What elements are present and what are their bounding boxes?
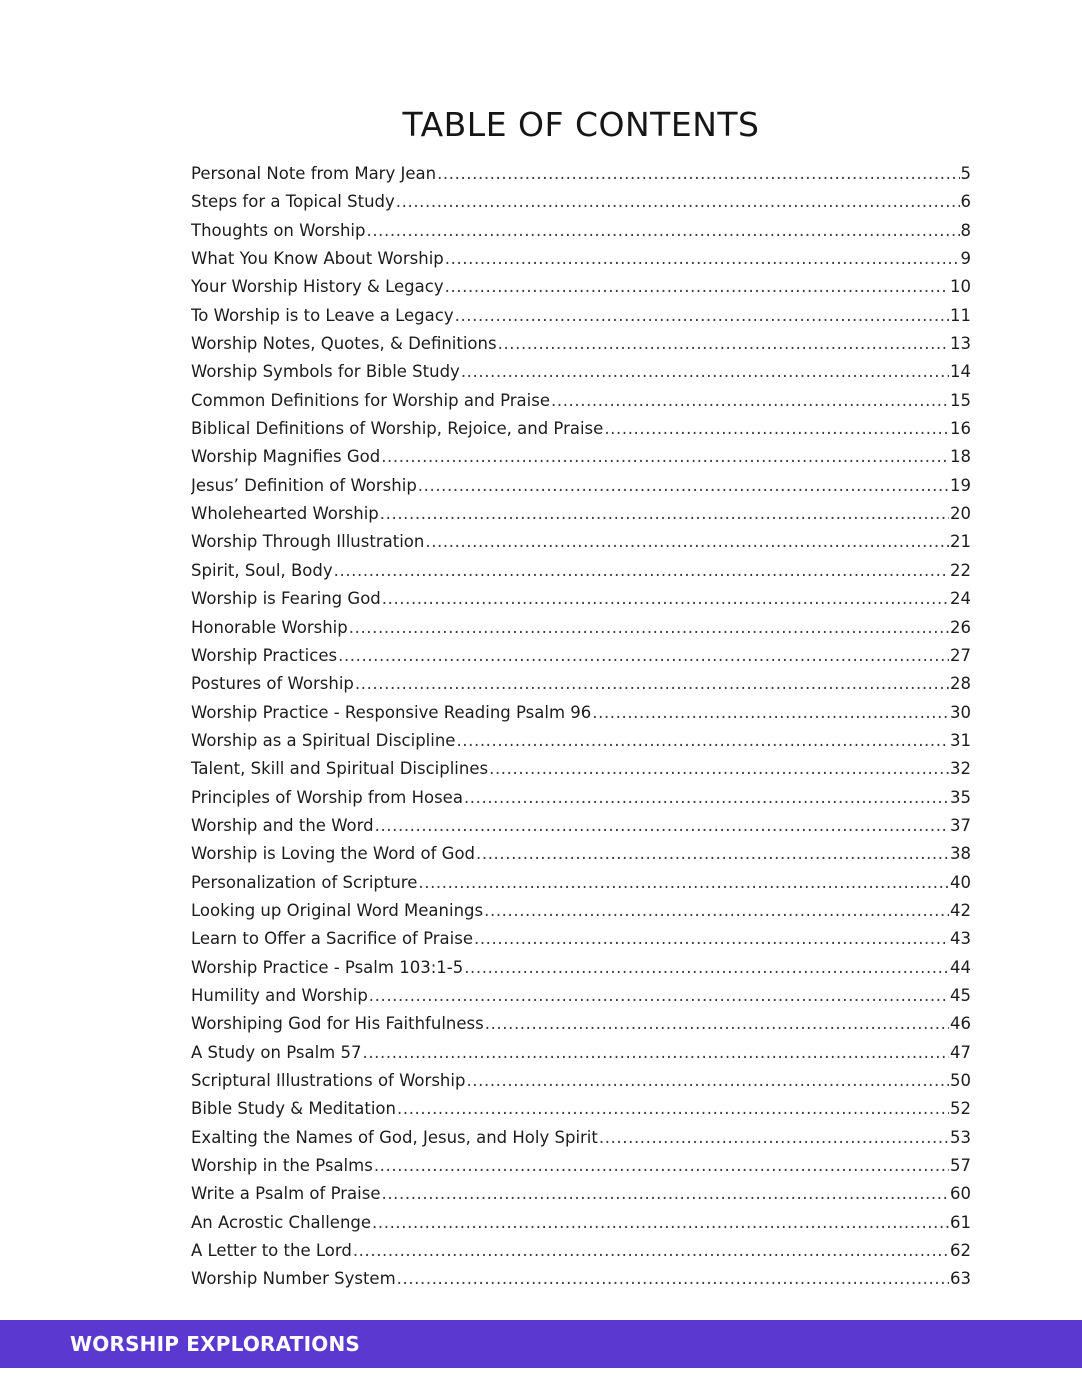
toc-dot-leader <box>484 897 949 925</box>
toc-entry-title: Write a Psalm of Praise <box>191 1184 381 1204</box>
toc-dot-leader <box>485 1010 949 1038</box>
toc-entry-title: Thoughts on Worship <box>191 220 366 240</box>
toc-entry[interactable] <box>191 387 971 415</box>
toc-entry-title: A Study on Psalm 57 <box>191 1042 362 1062</box>
toc-entry-page-number: 40 <box>950 872 971 892</box>
toc-entry[interactable] <box>191 528 971 556</box>
toc-dot-leader <box>397 1265 949 1293</box>
toc-dot-leader <box>466 1067 949 1095</box>
toc-entry-title: Talent, Skill and Spiritual Disciplines <box>191 759 489 779</box>
toc-entry[interactable] <box>191 784 971 812</box>
toc-entry[interactable] <box>191 1010 971 1038</box>
toc-entry-page-number: 62 <box>950 1241 971 1261</box>
toc-dot-leader <box>461 358 949 386</box>
toc-entry-page-number: 22 <box>950 560 971 580</box>
toc-dot-leader <box>418 472 949 500</box>
toc-entry-title: Scriptural Illustrations of Worship <box>191 1071 466 1090</box>
footer-label: WORSHIP EXPLORATIONS <box>70 1332 360 1356</box>
toc-entry[interactable] <box>191 500 971 528</box>
toc-entry-page-number: 50 <box>950 1071 971 1090</box>
toc-entry-page-number: 43 <box>950 929 971 949</box>
toc-entry[interactable] <box>191 982 971 1010</box>
toc-entry-page-number: 13 <box>950 334 971 354</box>
toc-entry-title: To Worship is to Leave a Legacy <box>191 305 454 325</box>
toc-entry-title: What You Know About Worship <box>191 249 444 269</box>
toc-entry-title: Worship in the Psalms <box>191 1156 373 1176</box>
toc-entry[interactable] <box>191 1265 971 1293</box>
toc-dot-leader <box>375 812 949 840</box>
toc-entry-title: Worship is Loving the Word of God <box>191 844 476 864</box>
toc-entry-title: Personal Note from Mary Jean <box>191 164 437 183</box>
toc-entry[interactable] <box>191 1095 971 1123</box>
toc-dot-leader <box>374 1152 949 1180</box>
toc-entry[interactable] <box>191 840 971 868</box>
toc-entry-page-number: 46 <box>950 1014 971 1034</box>
toc-entry[interactable] <box>191 1124 971 1152</box>
toc-entry[interactable] <box>191 1067 971 1095</box>
toc-entry-page-number: 16 <box>950 419 971 439</box>
toc-entry[interactable] <box>191 670 971 698</box>
toc-entry-title: An Acrostic Challenge <box>191 1212 372 1232</box>
toc-entry-page-number: 52 <box>950 1099 971 1119</box>
toc-entry-title: Biblical Definitions of Worship, Rejoice, and Praise <box>191 419 604 439</box>
toc-entry-page-number: 15 <box>950 390 971 410</box>
toc-dot-leader <box>418 869 949 897</box>
toc-entry-title: Worship is Fearing God <box>191 589 381 609</box>
toc-dot-leader <box>498 330 949 358</box>
toc-entry-page-number: 20 <box>950 504 971 524</box>
toc-entry[interactable] <box>191 302 971 330</box>
toc-entry-page-number: 26 <box>950 617 971 637</box>
toc-entry-page-number: 18 <box>950 447 971 467</box>
toc-entry[interactable] <box>191 245 971 273</box>
toc-entry-page-number: 19 <box>950 475 971 495</box>
toc-dot-leader <box>445 273 949 301</box>
toc-entry[interactable] <box>191 954 971 982</box>
toc-dot-leader <box>381 443 949 471</box>
toc-entry-title: Spirit, Soul, Body <box>191 560 333 580</box>
toc-entry-title: Learn to Offer a Sacrifice of Praise <box>191 929 473 949</box>
toc-entry-page-number: 60 <box>950 1184 971 1204</box>
toc-entry-page-number: 31 <box>950 730 971 750</box>
toc-entry-title: Worship as a Spiritual Discipline <box>191 730 456 750</box>
toc-entry[interactable] <box>191 614 971 642</box>
toc-dot-leader <box>372 1209 949 1237</box>
toc-entry-title: Worshiping God for His Faithfulness <box>191 1014 484 1034</box>
toc-dot-leader <box>397 1095 949 1123</box>
toc-dot-leader <box>456 727 949 755</box>
toc-entry-title: Honorable Worship <box>191 617 348 637</box>
toc-entry[interactable] <box>191 1209 971 1237</box>
page-title: TABLE OF CONTENTS <box>402 105 760 144</box>
toc-dot-leader <box>464 954 949 982</box>
toc-entry[interactable] <box>191 869 971 897</box>
toc-entry[interactable] <box>191 727 971 755</box>
toc-entry[interactable] <box>191 188 971 216</box>
toc-entry[interactable] <box>191 217 971 245</box>
toc-dot-leader <box>334 557 949 585</box>
toc-entry[interactable] <box>191 273 971 301</box>
toc-entry[interactable] <box>191 472 971 500</box>
toc-entry-title: Worship Magnifies God <box>191 447 381 467</box>
toc-dot-leader <box>474 925 949 953</box>
toc-entry-title: Exalting the Names of God, Jesus, and Holy Spirit <box>191 1127 598 1147</box>
toc-entry[interactable] <box>191 330 971 358</box>
toc-entry[interactable] <box>191 1180 971 1208</box>
toc-entry-title: Worship and the Word <box>191 815 374 835</box>
toc-entry-title: Worship Practice - Psalm 103:1-5 <box>191 957 464 977</box>
toc-entry[interactable] <box>191 585 971 613</box>
toc-entry[interactable] <box>191 415 971 443</box>
toc-dot-leader <box>369 982 949 1010</box>
toc-dot-leader <box>464 784 949 812</box>
toc-dot-leader <box>425 528 949 556</box>
toc-entry[interactable] <box>191 897 971 925</box>
toc-entry-page-number: 63 <box>950 1269 971 1289</box>
toc-entry-page-number: 45 <box>950 985 971 1005</box>
toc-entry-title: Jesus’ Definition of Worship <box>191 475 417 495</box>
toc-entry-title: Worship Practice - Responsive Reading Psalm 96 <box>191 702 592 722</box>
toc-entry[interactable] <box>191 160 971 188</box>
footer-band <box>0 1320 1082 1368</box>
toc-entry-title: Principles of Worship from Hosea <box>191 787 463 807</box>
toc-dot-leader <box>396 188 960 216</box>
toc-entry[interactable] <box>191 1039 971 1067</box>
toc-entry-page-number: 21 <box>950 532 971 552</box>
toc-dot-leader <box>382 585 949 613</box>
toc-entry-page-number: 24 <box>950 589 971 609</box>
toc-entry-page-number: 53 <box>950 1127 971 1147</box>
toc-dot-leader <box>599 1124 949 1152</box>
toc-entry[interactable] <box>191 443 971 471</box>
toc-dot-leader <box>592 699 949 727</box>
toc-entry-title: Worship Practices <box>191 645 338 665</box>
toc-dot-leader <box>380 500 949 528</box>
toc-entry-title: Humility and Worship <box>191 985 368 1005</box>
toc-dot-leader <box>476 840 949 868</box>
toc-entry-title: A Letter to the Lord <box>191 1241 352 1261</box>
toc-entry[interactable] <box>191 812 971 840</box>
toc-entry-page-number: 30 <box>950 702 971 722</box>
toc-dot-leader <box>338 642 949 670</box>
toc-entry-page-number: 35 <box>950 787 971 807</box>
toc-entry-title: Personalization of Scripture <box>191 872 418 892</box>
toc-entry-page-number: 10 <box>950 277 971 297</box>
toc-entry[interactable] <box>191 1152 971 1180</box>
toc-entry[interactable] <box>191 699 971 727</box>
toc-entry-page-number: 32 <box>950 759 971 779</box>
toc-dot-leader <box>366 217 959 245</box>
toc-entry-title: Worship Symbols for Bible Study <box>191 362 460 382</box>
toc-entry-title: Worship Number System <box>191 1269 396 1289</box>
toc-entry-page-number: 5 <box>960 164 971 183</box>
table-of-contents <box>191 160 971 1294</box>
toc-dot-leader <box>362 1039 949 1067</box>
toc-entry[interactable] <box>191 642 971 670</box>
toc-entry-page-number: 42 <box>950 900 971 920</box>
toc-entry-title: Bible Study & Meditation <box>191 1099 396 1119</box>
toc-entry-page-number: 44 <box>950 957 971 977</box>
toc-entry-page-number: 14 <box>950 362 971 382</box>
toc-dot-leader <box>604 415 949 443</box>
toc-entry-page-number: 37 <box>950 815 971 835</box>
toc-dot-leader <box>355 670 949 698</box>
toc-entry-title: Postures of Worship <box>191 674 354 694</box>
toc-dot-leader <box>455 302 949 330</box>
toc-entry-title: Steps for a Topical Study <box>191 192 395 212</box>
toc-entry-page-number: 28 <box>950 674 971 694</box>
toc-entry-title: Your Worship History & Legacy <box>191 277 444 297</box>
toc-entry-title: Wholehearted Worship <box>191 504 379 524</box>
toc-entry[interactable] <box>191 925 971 953</box>
toc-dot-leader <box>353 1237 949 1265</box>
toc-entry-page-number: 47 <box>950 1042 971 1062</box>
toc-dot-leader <box>381 1180 949 1208</box>
toc-dot-leader <box>551 387 949 415</box>
toc-entry-page-number: 6 <box>960 192 971 212</box>
toc-entry-page-number: 61 <box>950 1212 971 1232</box>
toc-dot-leader <box>489 755 949 783</box>
toc-entry-title: Common Definitions for Worship and Praise <box>191 390 550 410</box>
toc-entry-page-number: 9 <box>960 249 971 269</box>
toc-entry[interactable] <box>191 557 971 585</box>
toc-entry-page-number: 8 <box>960 220 971 240</box>
toc-entry[interactable] <box>191 755 971 783</box>
toc-dot-leader <box>445 245 960 273</box>
toc-entry-title: Worship Through Illustration <box>191 532 425 552</box>
toc-entry-page-number: 57 <box>950 1156 971 1176</box>
toc-entry[interactable] <box>191 358 971 386</box>
toc-entry-title: Worship Notes, Quotes, & Definitions <box>191 334 497 354</box>
toc-entry[interactable] <box>191 1237 971 1265</box>
toc-entry-title: Looking up Original Word Meanings <box>191 900 484 920</box>
toc-entry-page-number: 27 <box>950 645 971 665</box>
toc-dot-leader <box>349 614 949 642</box>
toc-dot-leader <box>437 160 959 188</box>
toc-entry-page-number: 38 <box>950 844 971 864</box>
toc-entry-page-number: 11 <box>950 305 971 325</box>
